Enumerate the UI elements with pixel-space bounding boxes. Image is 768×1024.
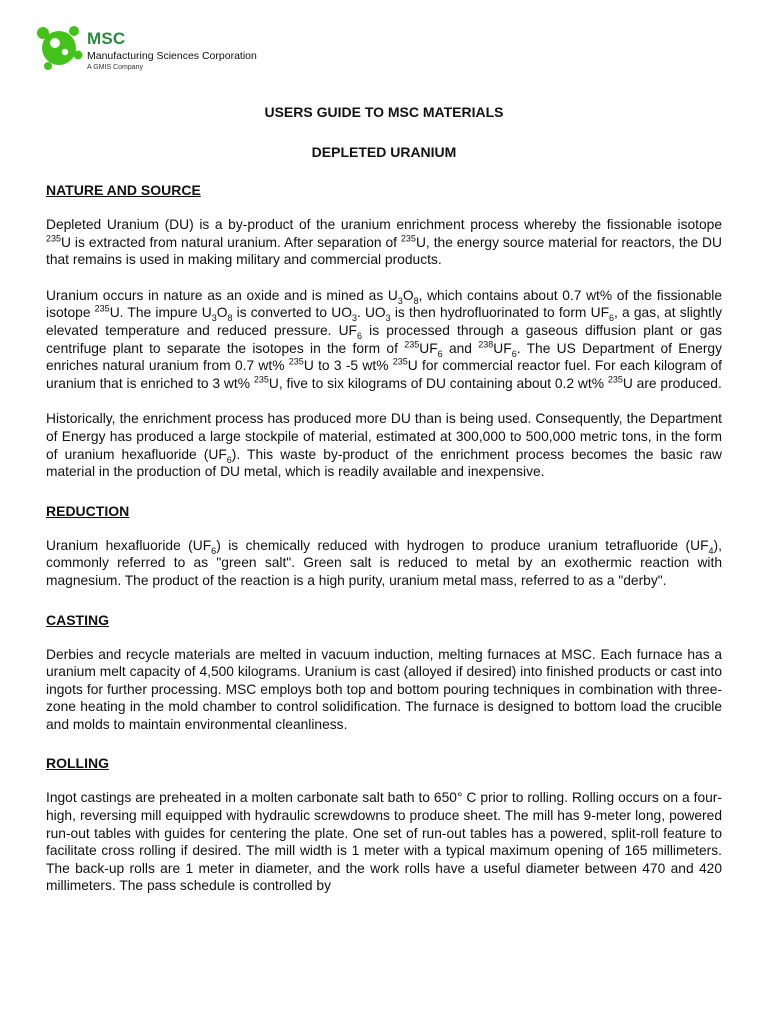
section-heading: CASTING: [46, 611, 109, 628]
brand-company: Manufacturing Sciences Corporation: [87, 50, 257, 62]
paragraph: Ingot castings are preheated in a molten carbonate salt bath to 650° C prior to rolling. Rolling occurs on a four-high, reversing mill equipped with hydraulic screwdowns to produce sheet. The mill has 9-meter long, powered run-out tables with guides for centering the plate. One set of run-out tables has a powered, split-roll feature to facilitate cross rolling if desired. The mill width is 1 meter with a typical maximum opening of 165 millimeters. The back-up rolls are 1 meter in diameter, and the work rolls have a useful diameter between 470 and 420 millimeters. The pass schedule is controlled by: [46, 790, 722, 894]
msc-logo-icon: [34, 22, 84, 72]
company-logo: [34, 22, 257, 72]
paragraph: Uranium occurs in nature as an oxide and is mined as $U_3O_8$, which contains about 0.7 wt% of the fissionable isotope $^{235}$U. The impure $U_3O_8$ is converted to $UO_3$. $UO_3$ is then hydrofluorinated to form $UF_6$, a gas, at slightly elevated temperature and reduced pressure. $UF_6$ is processed through a gaseous diffusion plant or gas centrifuge plant to separate the isotopes in the form of $^{235}UF_6$ and $^{238}UF_6$. The US Department of Energy enriches natural uranium from 0.7 wt% $^{235}$U to 3 -5 wt% $^{235}$U for commercial reactor fuel. For each kilogram of uranium that is enriched to 3 wt% $^{235}$U, five to six kilograms of DU containing about 0.2 wt% $^{235}$U are produced.: [46, 287, 723, 391]
brand-tagline: A GMIS Company: [87, 64, 144, 71]
section-rolling: [46, 755, 722, 895]
section-casting: [46, 612, 722, 734]
document-title: USERS GUIDE TO MSC MATERIALS: [264, 104, 504, 120]
paragraph: Uranium hexafluoride $(UF_6)$ is chemically reduced with hydrogen to produce uranium tetrafluoride $(UF_4)$, commonly referred to as "green salt". Green salt is reduced to metal by an exothermic reaction with magnesium. The product of the reaction is a high purity, uranium metal mass, referred to as a "derby".: [46, 537, 722, 588]
section-reduction: [46, 503, 722, 590]
section-heading: REDUCTION: [46, 502, 130, 519]
section-nature: [46, 182, 722, 481]
document-body: [46, 100, 722, 895]
paragraph: Depleted Uranium (DU) is a by-product of the uranium enrichment process whereby the fissionable isotope $^{235}$U is extracted from natural uranium. After separation of $^{235}$U, the energy source material for reactors, the DU that remains is used in making military and commercial products.: [46, 217, 722, 268]
section-heading: NATURE AND SOURCE: [46, 182, 201, 198]
document-subtitle: DEPLETED URANIUM: [311, 144, 457, 160]
section-heading: ROLLING: [46, 755, 109, 772]
brand-name: MSC: [87, 29, 126, 48]
paragraph: Historically, the enrichment process has produced more DU than is being used. Consequently, the Department of Energy has produced a large stockpile of material, estimated at 300,000 to 500,000 metric tons, in the form of uranium hexafluoride $(UF_6)$. This waste by-product of the enrichment process becomes the basic raw material in the production of DU metal, which is readily available and inexpensive.: [46, 411, 723, 480]
paragraph: Derbies and recycle materials are melted in vacuum induction, melting furnaces at MSC. Each furnace has a uranium melt capacity of 4,500 kilograms. Uranium is cast (alloyed if desired) into finished products or cast into ingots for further processing. MSC employs both top and bottom pouring techniques in combination with three-zone heating in the mold chamber to control solidification. The furnace is designed to bottom load the crucible and molds to maintain environmental cleanliness.: [46, 646, 722, 732]
